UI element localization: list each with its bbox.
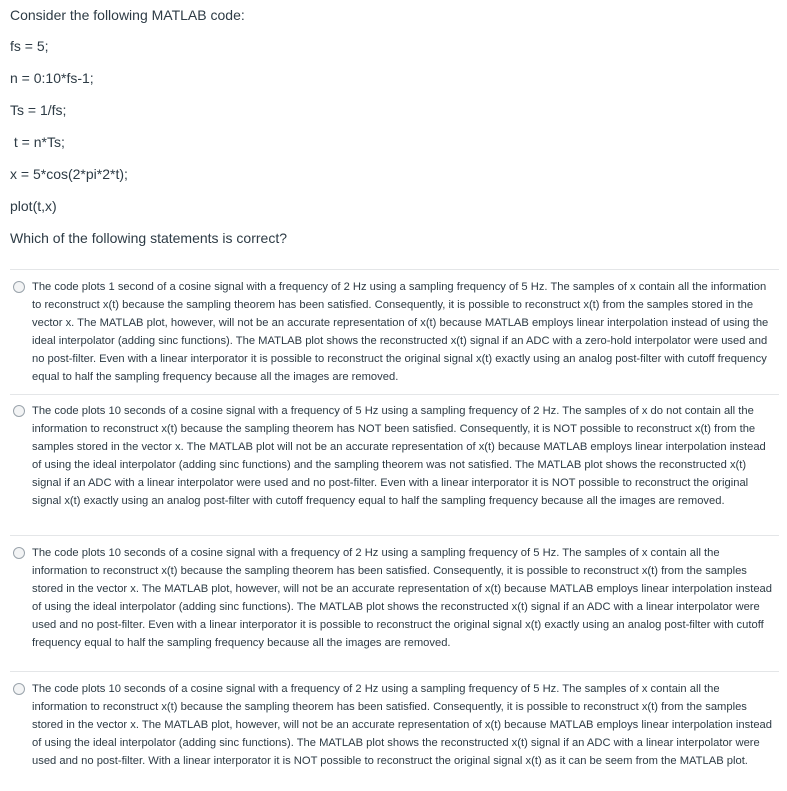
answer-text: The code plots 10 seconds of a cosine signal with a frequency of 2 Hz using a sampling frequency of 5 Hz. The samples of x contain all the information to reconstruct x(t) because the sampling theorem has been satisfied. Consequently, it is possible to reconstruct x(t) from the samples stored in the vector x. The MATLAB plot, however, will not be an accurate representation of x(t) because MATLAB employs linear interpolation instead of using the ideal interpolator (adding sinc functions). The MATLAB plot shows the reconstructed x(t) signal if an ADC with a linear interpolator were used and no post-filter. Even with a linear interporator it is possible to reconstruct the original signal x(t) exactly using an analog post-filter with cutoff frequency equal to half the sampling frequency because all the images are removed.	[32, 547, 772, 649]
answer-option[interactable]	[10, 671, 779, 791]
answer-radio[interactable]	[13, 281, 25, 293]
answer-radio[interactable]	[13, 683, 25, 695]
answer-list	[10, 269, 779, 791]
question-ask: Which of the following statements is correct?	[10, 230, 288, 246]
question-body	[10, 0, 780, 254]
answer-radio[interactable]	[13, 547, 25, 559]
code-line: t = n*Ts;	[10, 134, 65, 150]
answer-text: The code plots 10 seconds of a cosine signal with a frequency of 5 Hz using a sampling frequency of 2 Hz. The samples of x do not contain all the information to reconstruct x(t) because the sampling theorem has NOT been satisfied. Consequently, it is NOT possible to reconstruct x(t) from the samples stored in the vector x. The MATLAB plot will not be an accurate representation of x(t) because MATLAB employs linear interpolation instead of using the ideal interpolator (adding sinc functions) and the sampling theorem was not satisfied. The MATLAB plot shows the reconstructed x(t) signal if an ADC with a linear interpolator were used and no post-filter. Even with a linear interporator it is NOT possible to reconstruct the original signal x(t) exactly using an analog post-filter with cutoff frequency equal to half the sampling frequency because all the images are removed.	[32, 405, 766, 507]
code-line: fs = 5;	[10, 38, 49, 54]
answer-text: The code plots 10 seconds of a cosine signal with a frequency of 2 Hz using a sampling frequency of 5 Hz. The samples of x contain all the information to reconstruct x(t) because the sampling theorem has been satisfied. Consequently, it is possible to reconstruct x(t) from the samples stored in the vector x. The MATLAB plot, however, will not be an accurate representation of x(t) because MATLAB employs linear interpolation instead of using the ideal interpolator (adding sinc functions). The MATLAB plot shows the reconstructed x(t) signal if an ADC with a linear interpolator were used and no post-filter. With a linear interporator it is NOT possible to reconstruct the original signal x(t) as it can be seem from the MATLAB plot.	[32, 683, 772, 767]
code-line: x = 5*cos(2*pi*2*t);	[10, 166, 128, 182]
answer-option[interactable]	[10, 269, 779, 394]
code-line: n = 0:10*fs-1;	[10, 70, 94, 86]
answer-option[interactable]	[10, 535, 779, 671]
answer-text: The code plots 1 second of a cosine signal with a frequency of 2 Hz using a sampling frequency of 5 Hz. The samples of x contain all the information to reconstruct x(t) because the sampling theorem has been satisfied. Consequently, it is possible to reconstruct x(t) from the samples stored in the vector x. The MATLAB plot, however, will not be an accurate representation of x(t) because MATLAB employs linear interpolation instead of using the ideal interpolator (adding sinc functions). The MATLAB plot shows the reconstructed x(t) signal if an ADC with a zero-hold interpolator were used and no post-filter. Even with a linear interporator it is possible to reconstruct the original signal x(t) exactly using an analog post-filter with cutoff frequency equal to half the sampling frequency because all the images are removed.	[32, 281, 769, 383]
code-line: plot(t,x)	[10, 198, 57, 214]
question-prompt: Consider the following MATLAB code:	[10, 7, 245, 23]
code-line: Ts = 1/fs;	[10, 102, 67, 118]
answer-option[interactable]	[10, 394, 779, 535]
answer-radio[interactable]	[13, 405, 25, 417]
